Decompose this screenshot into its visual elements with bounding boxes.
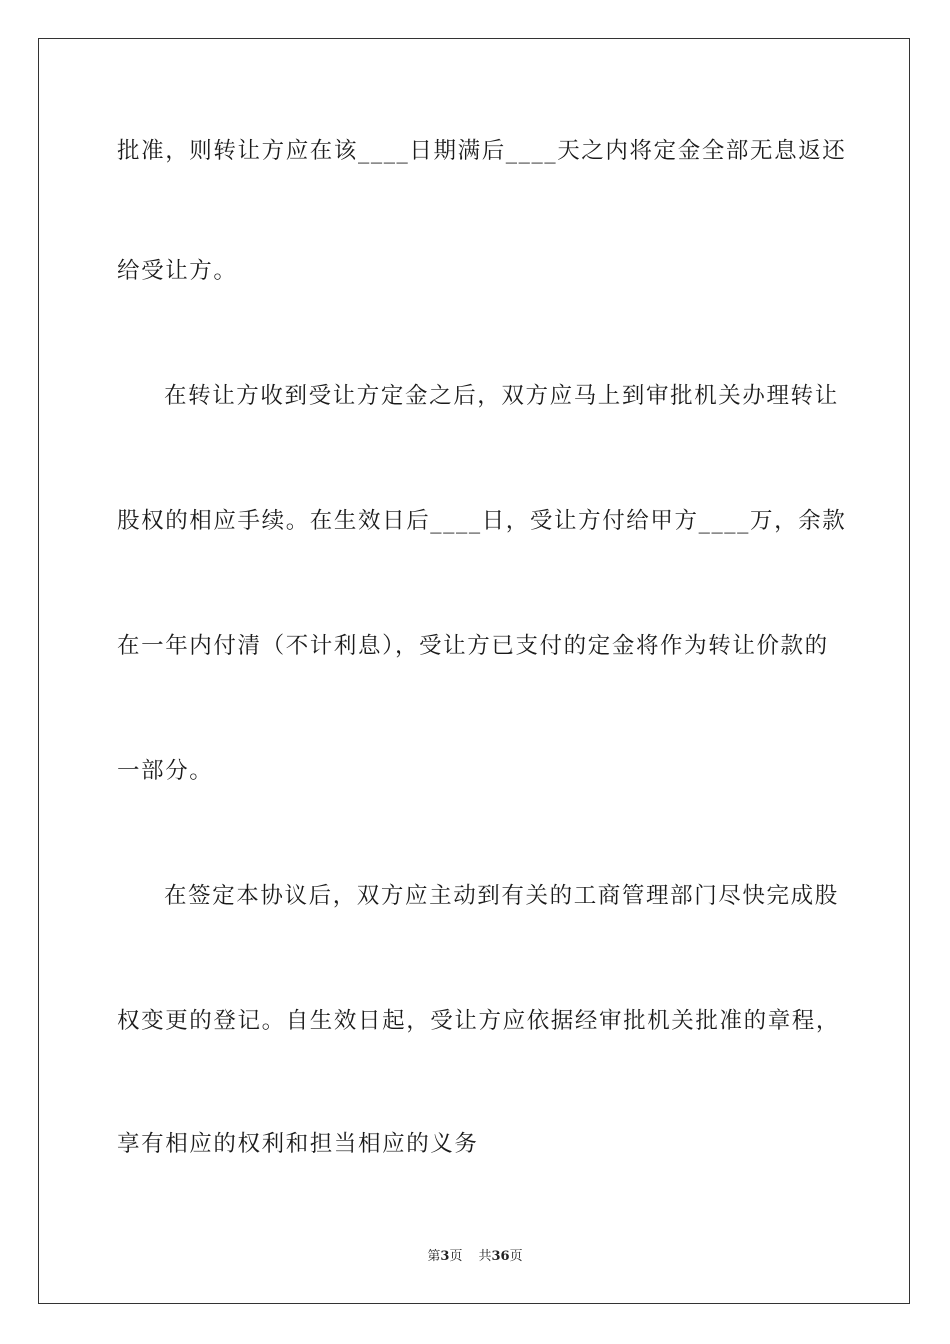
body-line-7: 在签定本协议后，双方应主动到有关的工商管理部门尽快完成股 — [164, 883, 839, 909]
body-line-3: 在转让方收到受让方定金之后，双方应马上到审批机关办理转让 — [164, 383, 839, 409]
body-line-8: 权变更的登记。自生效日起，受让方应依据经审批机关批准的章程， — [117, 1008, 841, 1034]
total-suffix: 页 — [509, 1249, 523, 1264]
total-prefix: 共 — [478, 1249, 492, 1264]
page-prefix: 第 — [427, 1249, 441, 1264]
body-line-5: 在一年内付清（不计利息），受让方已支付的定金将作为转让价款的 — [117, 633, 829, 659]
body-line-1: 批准，则转让方应在该____日期满后____天之内将定金全部无息返还 — [117, 138, 847, 164]
page-suffix: 页 — [449, 1249, 463, 1264]
page-border — [38, 38, 910, 1304]
body-line-9: 享有相应的权利和担当相应的义务 — [117, 1131, 479, 1157]
body-line-6: 一部分。 — [117, 758, 214, 784]
page-footer — [0, 1248, 950, 1266]
body-line-2: 给受让方。 — [117, 258, 238, 284]
page-number: 3 — [440, 1249, 450, 1264]
total-pages: 36 — [491, 1249, 510, 1264]
body-line-4: 股权的相应手续。在生效日后____日，受让方付给甲方____万，余款 — [117, 508, 847, 534]
